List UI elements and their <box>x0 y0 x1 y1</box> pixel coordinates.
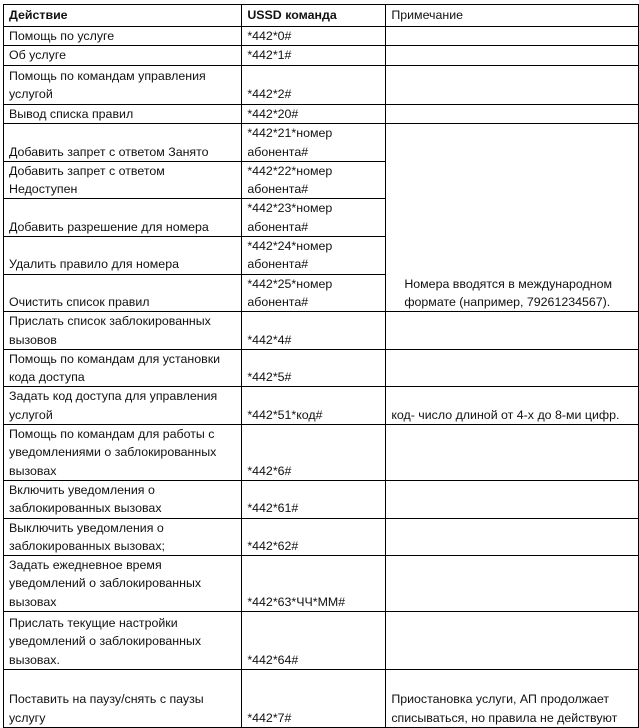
ussd-cell: *442*20# <box>242 104 386 123</box>
note-cell <box>386 518 639 556</box>
action-cell: Об услуге <box>4 46 242 65</box>
ussd-cell: *442*4# <box>242 312 386 350</box>
note-cell <box>386 612 639 670</box>
ussd-cell: *442*64# <box>242 612 386 670</box>
ussd-cell: *442*62# <box>242 518 386 556</box>
note-cell <box>386 480 639 518</box>
document-page <box>3 4 639 728</box>
ussd-cell: *442*22*номер абонента# <box>242 161 386 199</box>
ussd-cell: *442*5# <box>242 349 386 387</box>
action-cell: Помощь по командам для установки кода доступа <box>4 349 242 387</box>
table-row <box>4 425 639 481</box>
table-row <box>4 65 639 104</box>
ussd-cell: *442*23*номер абонента# <box>242 199 386 237</box>
ussd-cell: *442*0# <box>242 27 386 46</box>
ussd-cell: *442*6# <box>242 425 386 481</box>
note-cell <box>386 46 639 65</box>
note-cell: код- число длиной от 4-х до 8-ми цифр. <box>386 387 639 425</box>
table-row <box>4 312 639 350</box>
action-cell: Поставить на паузу/снять с паузы услугу <box>4 670 242 728</box>
action-cell: Включить уведомления о заблокированных вызовах <box>4 480 242 518</box>
note-cell <box>386 27 639 46</box>
table-row <box>4 123 639 161</box>
action-cell: Вывод списка правил <box>4 104 242 123</box>
action-cell: Прислать список заблокированных вызовов <box>4 312 242 350</box>
table-header-row <box>4 5 639 27</box>
action-cell: Задать код доступа для управления услугой <box>4 387 242 425</box>
ussd-cell: *442*51*код# <box>242 387 386 425</box>
action-cell: Добавить запрет с ответом Недоступен <box>4 161 242 199</box>
ussd-cell: *442*21*номер абонента# <box>242 123 386 161</box>
header-ussd: USSD команда <box>242 5 386 27</box>
action-cell: Прислать текущие настройки уведомлений о заблокированных вызовах. <box>4 612 242 670</box>
action-cell: Задать ежедневное время уведомлений о заблокированных вызовах <box>4 556 242 612</box>
ussd-cell: *442*2# <box>242 65 386 104</box>
merged-note-cell: Номера вводятся в международном формате (например, 79261234567). <box>386 123 639 311</box>
action-cell: Помощь по командам для работы с уведомлениями о заблокированных вызовах <box>4 425 242 481</box>
header-action: Действие <box>4 5 242 27</box>
action-cell: Помощь по услуге <box>4 27 242 46</box>
ussd-cell: *442*25*номер абонента# <box>242 274 386 312</box>
table-row <box>4 670 639 728</box>
action-cell: Удалить правило для номера <box>4 237 242 275</box>
ussd-cell: *442*61# <box>242 480 386 518</box>
header-note: Примечание <box>386 5 639 27</box>
ussd-cell: *442*1# <box>242 46 386 65</box>
action-cell: Добавить разрешение для номера <box>4 199 242 237</box>
ussd-cell: *442*24*номер абонента# <box>242 237 386 275</box>
table-row <box>4 556 639 612</box>
action-cell: Помощь по командам управления услугой <box>4 65 242 104</box>
table-row <box>4 104 639 123</box>
table-row <box>4 46 639 65</box>
action-cell: Очистить список правил <box>4 274 242 312</box>
note-cell <box>386 556 639 612</box>
table-row <box>4 349 639 387</box>
note-cell: Приостановка услуги, АП продолжает списываться, но правила не действуют <box>386 670 639 728</box>
ussd-commands-table <box>3 4 639 728</box>
ussd-cell: *442*7# <box>242 670 386 728</box>
table-row <box>4 612 639 670</box>
table-row <box>4 387 639 425</box>
table-row <box>4 518 639 556</box>
note-cell <box>386 104 639 123</box>
ussd-cell: *442*63*ЧЧ*ММ# <box>242 556 386 612</box>
table-row <box>4 27 639 46</box>
note-cell <box>386 425 639 481</box>
note-cell <box>386 65 639 104</box>
action-cell: Добавить запрет с ответом Занято <box>4 123 242 161</box>
action-cell: Выключить уведомления о заблокированных вызовах; <box>4 518 242 556</box>
note-cell <box>386 349 639 387</box>
note-cell <box>386 312 639 350</box>
table-row <box>4 480 639 518</box>
